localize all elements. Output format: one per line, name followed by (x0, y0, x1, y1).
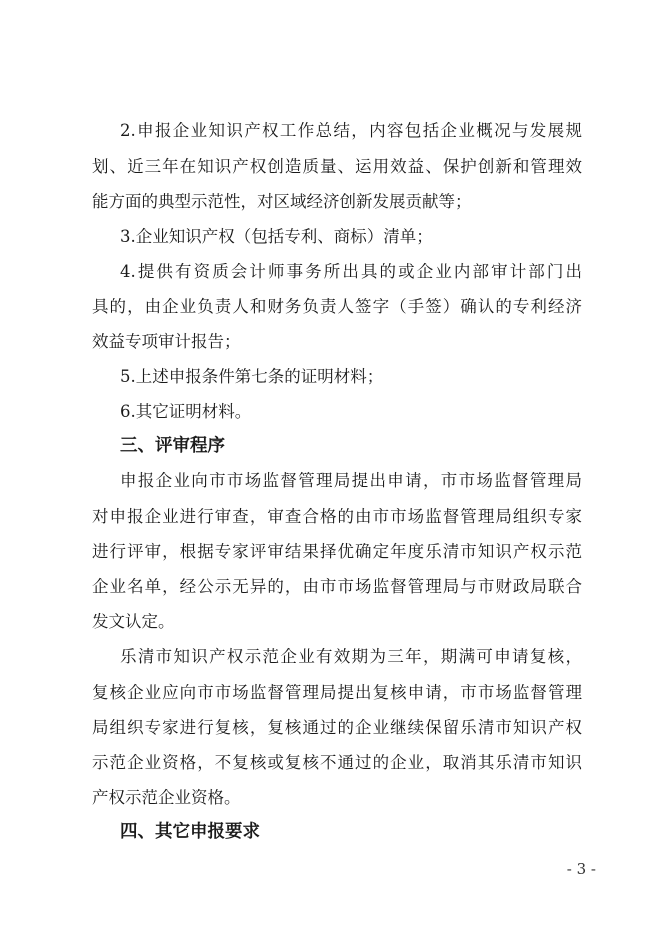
paragraph-2-line-4: 示范企业资格，不复核或复核不通过的企业，取消其乐清市知识 (92, 753, 582, 772)
paragraph-1-line-2: 对申报企业进行审查，审查合格的由市市场监督管理局组织专家 (92, 507, 582, 526)
list-item-4-line-1: 4.提供有资质会计师事务所出具的或企业内部审计部门出 (120, 262, 582, 281)
paragraph-2-line-1: 乐清市知识产权示范企业有效期为三年，期满可申请复核， (120, 647, 582, 666)
list-item-3: 3.企业知识产权（包括专利、商标）清单； (120, 227, 433, 246)
list-item-5: 5.上述申报条件第七条的证明材料； (120, 367, 384, 386)
section-heading-review-procedure: 三、评审程序 (120, 436, 225, 456)
list-item-2-line-1: 2.申报企业知识产权工作总结，内容包括企业概况与发展规 (120, 121, 582, 140)
paragraph-2-line-5: 产权示范企业资格。 (92, 788, 241, 807)
list-item-2-line-2: 划、近三年在知识产权创造质量、运用效益、保护创新和管理效 (92, 157, 582, 176)
list-item-2-line-3: 能方面的典型示范性，对区域经济创新发展贡献等； (92, 192, 472, 211)
list-item-6: 6.其它证明材料。 (120, 402, 252, 421)
list-item-4-line-2: 具的，由企业负责人和财务负责人签字（手签）确认的专利经济 (92, 297, 582, 316)
paragraph-2-line-2: 复核企业应向市市场监督管理局提出复核申请，市市场监督管理 (92, 683, 582, 702)
paragraph-2-line-3: 局组织专家进行复核，复核通过的企业继续保留乐清市知识产权 (92, 718, 582, 737)
page-number: - 3 - (566, 860, 596, 878)
paragraph-1-line-1: 申报企业向市市场监督管理局提出申请，市市场监督管理局 (120, 471, 582, 490)
paragraph-1-line-3: 进行评审，根据专家评审结果择优确定年度乐清市知识产权示范 (92, 542, 582, 561)
paragraph-1-line-5: 发文认定。 (92, 612, 175, 631)
section-heading-other-requirements: 四、其它申报要求 (120, 822, 260, 842)
paragraph-1-line-4: 企业名单，经公示无异的，由市市场监督管理局与市财政局联合 (92, 577, 582, 596)
list-item-4-line-3: 效益专项审计报告； (92, 332, 241, 351)
